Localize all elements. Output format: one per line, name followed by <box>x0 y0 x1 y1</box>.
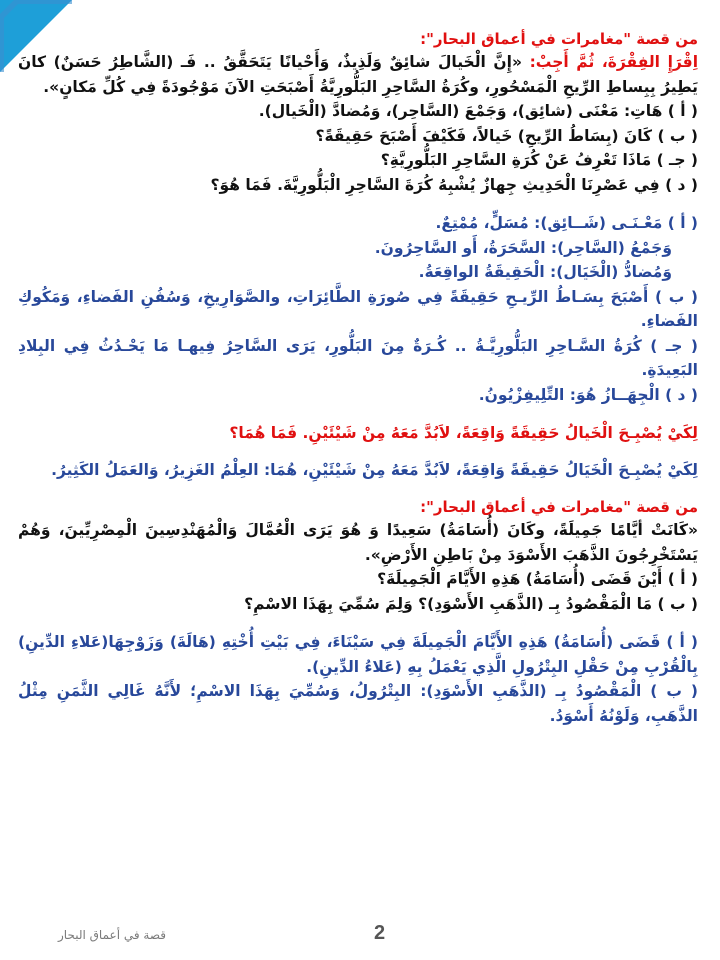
footer-title: قصة في أعماق البحار <box>58 928 166 942</box>
worksheet-page <box>18 28 698 728</box>
page-number: 2 <box>374 922 386 944</box>
section-passage-2 <box>18 496 698 616</box>
answers-3 <box>18 630 698 728</box>
question-item: ( د ) فِي عَصْرِنَا الْحَدِيثِ جِهازٌ يُشْبِهُ كُرَةَ السَّاحِرِ الْبَلُّورِيَّةَ. فَمَا هُوَ؟ <box>210 175 698 194</box>
answer-item: لِكَيْ يُصْبِـحَ الْخَيَالُ حَقِيقَةً وَاقِعَةً، لاَبُدَّ مَعَهُ مِنْ شَيْئَيْنِ، هُمَا: العِلْمُ الغَزِيرُ، وَالعَمَلُ الكَثِيرُ. <box>51 460 698 479</box>
question-item: ( ب ) مَا الْمَقْصُودُ بِـ (الذَّهَبِ الأَسْوَدِ)؟ وَلِمَ سُمِّيَ بِهَذَا الاسْمِ؟ <box>244 594 698 613</box>
story-heading: من قصة "مغامرات في أعماق البحار": <box>420 30 698 48</box>
instruction-text: اِقْرَإِ الفِقْرَةَ، ثُمَّ أَجِبْ: <box>529 53 699 71</box>
answers-1 <box>18 211 698 407</box>
answer-item: ( أ ) قَضَى (أُسَامَةُ) هَذِهِ الأَيَّامَ الْجَمِيلَةَ فِي سَيْنَاءَ، فِي بَيْتِ أُخْتِهِ (هَالَةَ) وَزَوْجِهَا(عَلاءِ الدِّينِ) بِالْقُرْبِ مِنْ حَقْلِ البِتْرُولِ الَّذِي يَعْمَلُ بِهِ (عَلاءُ الدِّينِ). <box>18 633 698 676</box>
answer-item: وَمُضادُّ (الْخَيَال): الْحَقِيقَةُ الواقِعَةُ. <box>418 263 672 281</box>
question-item: ( جـ ) مَاذَا تَعْرِفُ عَنْ كُرَةِ السَّاحِرِ البَلُّورِيَّةِ؟ <box>380 151 698 169</box>
question-item: ( أ ) هَاتِ: مَعْنَى (شائِق)، وَجَمْعَ (السَّاحِر)، وَمُضادَّ (الْخَيال). <box>258 102 698 120</box>
answer-item: ( أ ) مَعْـنَـى (شَــائِق): مُسَلٍّ، مُمْتِعٌ. <box>435 214 698 232</box>
answer-item: ( جـ ) كُرَةُ السَّـاحِرِ البَلُّورِيَّـةُ .. كُـرَةٌ مِنَ البَلُّورِ، يَرَى السَّاحِرُ فِيهـا مَا يَحْـدُثُ فِي البِلادِ البَعِيدَةِ. <box>18 336 698 379</box>
passage-paragraph <box>18 50 698 99</box>
passage-text: «كَانَتْ أيَّامًا جَمِيلَةً، وكَانَ (أُسَامَةُ) سَعِيدًا وَ هُوَ يَرَى الْعُمَّالَ وَالْمُهَنْدِسِينَ الْمِصْرِيِّينَ، وَهُمْ يَسْتَخْرِجُونَ الذَّهَبَ الأَسْوَدَ مِنْ بَاطِنِ الأَرْضِ». <box>18 521 698 564</box>
answer-item: ( ب ) الْمَقْصُودُ بِـ (الذَّهَبِ الأَسْوَدِ): البِتْرُولُ، وَسُمِّيَ بِهَذَا الاسْمِ؛ لأَنَّهُ غَالِي الثَّمَنِ مِثْلُ الذَّهَبِ، وَلَوْنُهُ أَسْوَدُ. <box>18 682 698 725</box>
answer-item: وَجَمْعُ (السَّاحِر): السَّحَرَةُ، أَو السَّاحِرُونَ. <box>374 238 672 257</box>
section-passage-1 <box>18 28 698 197</box>
question-item: ( أ ) أَيْنَ قَضَى (أُسَامَةُ) هَذِهِ الأَيَّامَ الْجَمِيلَةَ؟ <box>377 570 698 588</box>
question-item: لِكَيْ يُصْبِـحَ الْخَيالُ حَقِيقَةً وَاقِعَةً، لاَبُدَّ مَعَهُ مِنْ شَيْئَيْنِ. فَمَا هُمَا؟ <box>229 424 698 442</box>
answer-item: ( ب ) أَصْبَحَ بِسَـاطُ الرِّيـحِ حَقِيقَةً فِي صُورَةِ الطَّائِرَاتِ، والصَّوَارِيخِ، وَسُفُنِ الفَضاءِ، وَمَكُوكِ الفَضاءِ. <box>18 287 698 330</box>
answer-item: ( د ) الْجِهَــازُ هُوَ: التِّلِيفِزْيُونُ. <box>478 385 698 404</box>
story-heading: من قصة "مغامرات في أعماق البحار": <box>420 498 698 516</box>
passage-text: «إِنَّ الْخَيالَ شائِقٌ وَلَذِيذٌ، وَأَحْيانًا يَتَحَقَّقُ .. فَـ (الشَّاطِرُ حَسَنٌ) كانَ يَطِيرُ بِبِساطِ الرِّيحِ الْمَسْحُورِ، وكُرَةُ السَّاحِرِ البَلُّورِيَّةُ أَصْبَحَتِ الآنَ مَوْجُودَةً فِي كُلِّ مَكانٍ». <box>18 53 698 96</box>
question-item: ( ب ) كَانَ (بِسَاطُ الرِّيحِ) خَيالاً، فَكَيْفَ أَصْبَحَ حَقِيقَةً؟ <box>315 126 698 145</box>
section-question-2 <box>18 421 698 482</box>
